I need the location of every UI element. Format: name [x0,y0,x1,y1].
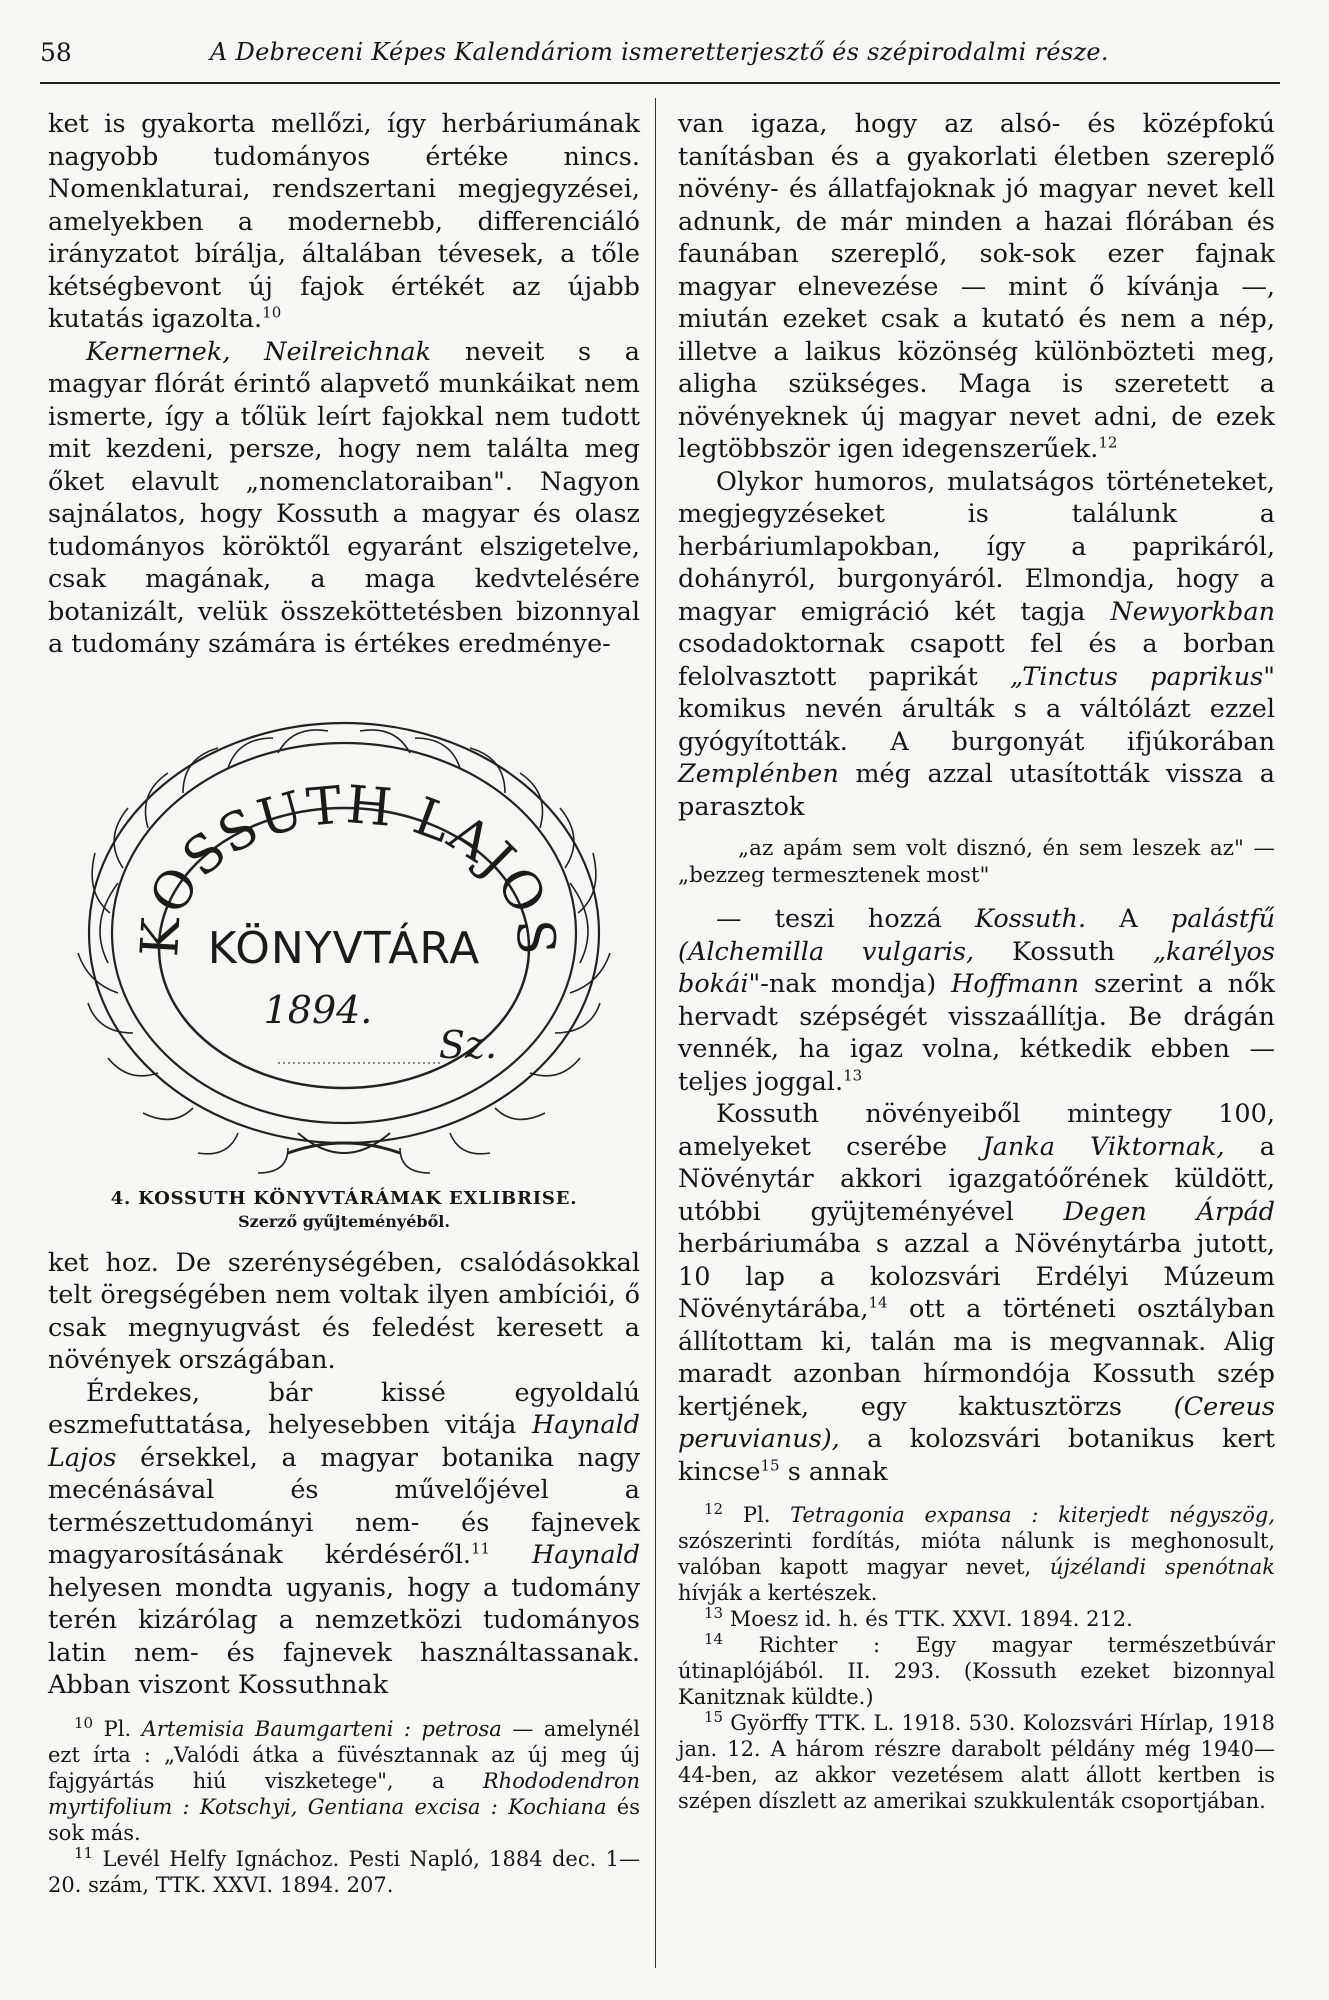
left-paragraph-4: Érdekes, bár kissé egyoldalú eszmefuttatása, helyesebben vitája Haynald Lajos érsekkel, a magyar botanika nagy mecénásával és művelőjével a természettudományi nem- és fajnevek magyarosításának kérdéséről.$^{11}$ Haynald helyesen mondta ugyanis, hogy a tudomány terén kizárólag a nemzetközi tudományos latin nem- és fajnevek használtassanak. Abban viszont Kossuthnak [48,1377,640,1700]
footnote-ref-10: 10 [262,303,282,322]
page-header [40,38,1275,74]
footnote-ref-12: 12 [1098,433,1118,452]
footnote-15: $^{15}$ Györffy TTK. L. 1918. 530. Kolozsvári Hírlap, 1918 jan. 12. A három részre darabolt példány még 1940—44-ben, az akkor vezetésem alatt állott kertben is szépen díszlett az amerikai szukkulenták csoportjában. [678,1708,1275,1813]
left-footnotes [48,1713,640,1898]
footnote-ref-14: 14 [868,1293,888,1312]
footnote-10: $^{10}$ Pl. Artemisia Baumgarteni : petrosa — amelynél ezt írta : „Valódi átka a füvésztannak az új meg új fajgyártás hiú viszketege", a Rhododendron myrtifolium : Kotschyi, Gentiana excisa : Kochiana és sok más. [48,1713,640,1845]
right-paragraph-3: — teszi hozzá Kossuth. A palástfű (Alchemilla vulgaris, Kossuth „karélyos bokái"-nak mondja) Hoffmann szerint a nők hervadt szépségét visszaállítja. Be drágán vennék, ha igaz volna, kétkedik ebben — teljes joggal.$^{13}$ [678,904,1275,1097]
right-column [678,108,1275,1814]
footnote-12: $^{12}$ Pl. Tetragonia expansa : kiterjedt négyszög, szószerinti fordítás, mióta nálunk is meghonosult, valóban kapott magyar nevet, újzélandi spenótnak hívják a kertészek. [678,1500,1275,1605]
left-paragraph-3: ket hoz. De szerénységében, csalódásokkal telt öregségében nem voltak ilyen ambíciói, ő csak megnyugvást és feledést keresett a növények országában. [48,1247,640,1375]
exlibris-initials: Sz. [438,1022,498,1067]
right-paragraph-2: Olykor humoros, mulatságos történeteket, megjegyzéseket is találunk a herbáriumlapokban, így a paprikáról, dohányról, burgonyáról. Elmondja, hogy a magyar emigráció két tagja Newyorkban csodadoktornak csapott fel és a borban felolvasztott paprikát „Tinctus paprikus" komikus nevén árulták s a váltólázt ezzel gyógyították. A burgonyát ifjúkorában Zemplénben még azzal utasították vissza a parasztok [678,466,1276,822]
exlibris-arc-text: KOSSUTH LAJOS [130,774,566,958]
exlibris-image [48,663,640,1183]
footnote-14: $^{14}$ Richter : Egy magyar természetbúvár útinaplójából. II. 293. (Kossuth ezeket bizonnyal Kanitznak küldte.) [678,1630,1275,1709]
block-quote: „az apám sem volt disznó, én sem leszek az" — „bezzeg termesztenek most" [678,836,1275,888]
footnote-ref-15: 15 [760,1456,780,1474]
figure-credit: Szerző gyűjteményéből. [238,1211,450,1231]
left-paragraph-2: Kernernek, Neilreichnak neveit s a magyar flórát érintő alapvető munkáikat nem ismerte, így a tőlük leírt fajokkal nem tudott mit kezdeni, persze, hogy nem találta meg őket elavult „nomenclatoraiban". Nagyon sajnálatos, hogy Kossuth a magyar és olasz tudományos köröktől egyaránt elszigetelve, csak magának, a maga kedvtelésére botanizált, velük összeköttetésben bizonnyal a tudomány számára is értékes eredménye- [48,336,640,659]
right-paragraph-4: Kossuth növényeiből mintegy 100, amelyeket cserébe Janka Viktornak, a Növénytár akkori igazgatóőrének küldött, utóbbi gyüjteményével Degen Árpád herbáriumába s azzal a Növénytárba jutott, 10 lap a kolozsvári Erdélyi Múzeum Növénytárába,$^{14}$ ott a történeti osztályban állítottam ki, talán ma is megvannak. Alig maradt azonban hírmondója Kossuth szép kertjének, egy kaktusztörzs (Cereus peruvianus), a kolozsvári botanikus kert kincse$^{15}$ s annak [678,1099,1275,1487]
left-paragraph-1: ket is gyakorta mellőzi, így herbáriumának nagyobb tudományos értéke nincs. Nomenklaturai, rendszertani megjegyzései, amelyekben a modernebb, differenciáló irányzatot bírálja, általában tévesek, a tőle kétségbevont új fajok értékét az újabb kutatás igazolta.$^{10}$ [48,109,640,334]
header-rule [40,82,1280,84]
left-column [48,108,640,1898]
running-title: A Debreceni Képes Kalendáriom ismeretterjesztő és szépirodalmi része. [210,38,1109,66]
exlibris-figure [48,663,640,1183]
footnote-ref-13: 13 [843,1066,863,1084]
footnote-11: $^{11}$ Levél Helfy Ignáchoz. Pesti Napló, 1884 dec. 1—20. szám, TTK. XXVI. 1894. 207. [48,1843,640,1897]
column-divider [655,98,656,1968]
footnote-ref-11: 11 [471,1539,491,1558]
right-footnotes [678,1502,1275,1814]
figure-caption: 4. KOSSUTH KÖNYVTÁRÁMAK EXLIBRISE. [110,1187,578,1209]
exlibris-year: 1894. [263,987,373,1032]
footnote-13: $^{13}$ Moesz id. h. és TTK. XXVI. 1894. 212. [704,1604,1133,1631]
page-number: 58 [40,38,72,67]
right-paragraph-1: van igaza, hogy az alsó- és középfokú tanításban és a gyakorlati életben szereplő növény- és állatfajoknak jó magyar nevet kell adnunk, de már minden a hazai flórában és faunában szereplő, sok-sok ezer fajnak magyar elnevezése — mint ő kívánja —, miután ezeket csak a kutató és nem a nép, illetve a laikus közönség különbözteti meg, aligha szükséges. Maga is szeretett a növényeknek új magyar nevet adni, de ezek legtöbbször igen idegenszerűek.$^{12}$ [678,109,1275,464]
exlibris-inner-text: KÖNYVTÁRA [207,922,481,974]
